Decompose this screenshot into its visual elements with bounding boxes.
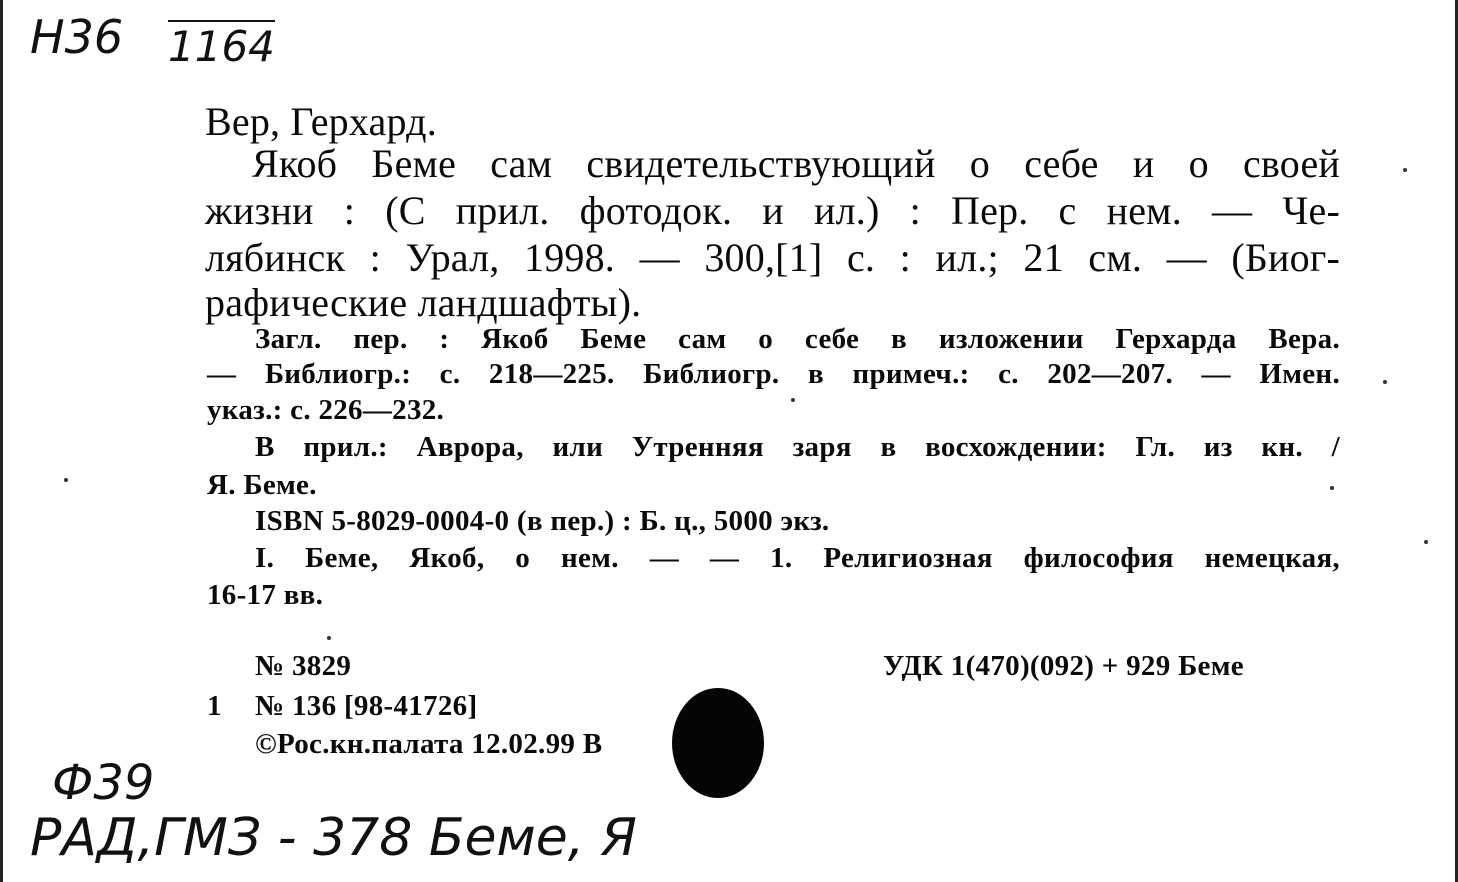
title-line-1: Якоб Беме сам свидетельствующий о себе и о своей: [252, 141, 1340, 186]
speck: [64, 478, 68, 482]
title-line-3: лябинск : Урал, 1998. — 300,[1] с. : ил.; 21 см. — (Биог-: [205, 235, 1340, 280]
handwritten-location-note: РАД,ГМЗ - 378 Беме, Я: [30, 808, 637, 868]
title-line-2: жизни : (С прил. фотодок. и ил.) : Пер. с нем. — Че-: [205, 188, 1340, 233]
speck: [791, 398, 795, 402]
speck: [1383, 380, 1387, 384]
handwritten-shelf-code: Н36: [30, 10, 124, 64]
speck: [1330, 486, 1334, 490]
handwritten-accession-number: 1164: [168, 22, 275, 71]
subject-line-1: I. Беме, Якоб, о нем. — — 1. Религиозная философия немецкая,: [255, 542, 1340, 574]
speck: [327, 636, 331, 640]
notes-line-1: Загл. пер. : Якоб Беме сам о себе в изложении Герхарда Вера.: [255, 323, 1340, 355]
title-line-4: рафические ландшафты).: [205, 280, 642, 325]
card-number: № 3829: [255, 650, 352, 682]
speck: [1424, 540, 1428, 544]
speck: [1403, 168, 1407, 172]
card-left-edge: [0, 0, 3, 882]
copies-count: 1: [207, 690, 222, 722]
appendix-line-1: В прил.: Аврора, или Утренняя заря в восхождении: Гл. из кн. /: [255, 431, 1340, 463]
udk-classification: УДК 1(470)(092) + 929 Беме: [883, 650, 1244, 682]
notes-line-2: — Библиогр.: с. 218—225. Библиогр. в примеч.: с. 202—207. — Имен.: [207, 358, 1340, 390]
registration-number: № 136 [98-41726]: [255, 690, 478, 722]
handwritten-code-bottom: Ф39: [52, 755, 155, 811]
notes-line-3: указ.: с. 226—232.: [207, 394, 445, 426]
isbn-line: ISBN 5-8029-0004-0 (в пер.) : Б. ц., 5000 экз.: [255, 505, 830, 537]
appendix-line-2: Я. Беме.: [207, 469, 317, 501]
subject-line-2: 16-17 вв.: [207, 579, 324, 611]
author-heading: Вер, Герхард.: [205, 99, 437, 144]
ink-stamp-blot: [672, 688, 764, 798]
book-chamber-line: ©Рос.кн.палата 12.02.99 В: [255, 728, 603, 760]
